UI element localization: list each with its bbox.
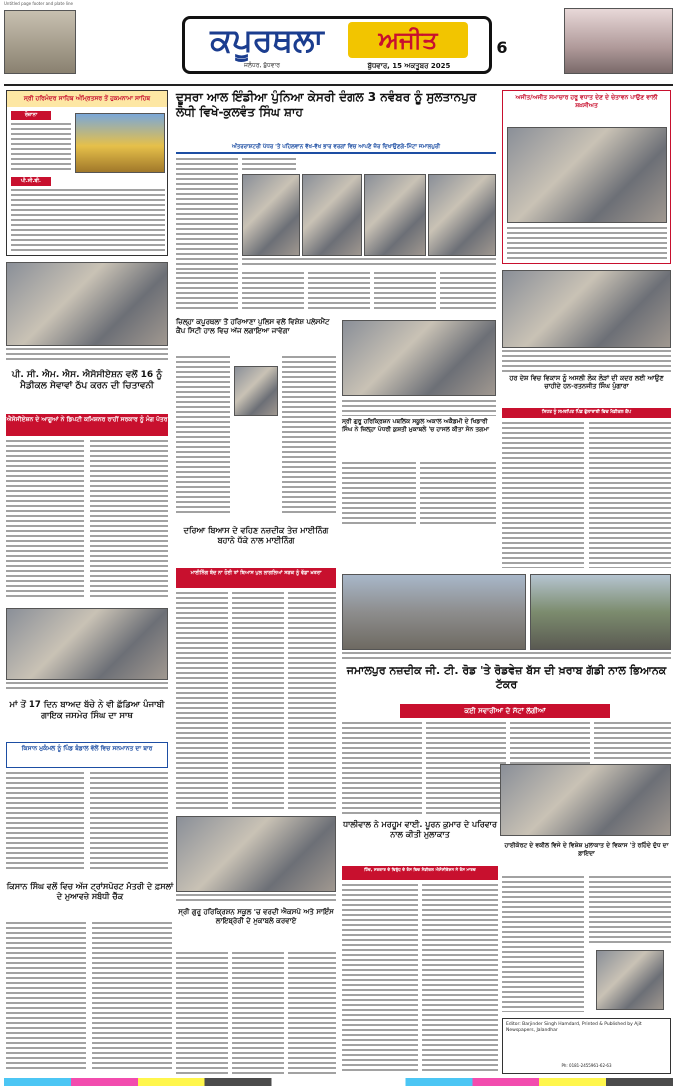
mining-headline: ਦਰਿਆ ਬਿਆਸ ਦੇ ਵਹਿਣ ਨਜ਼ਦੀਕ ਤੇਜ਼ ਮਾਈਨਿੰਗ ਬਹਾਨੇ ਧੱਕੇ ਨਾਲ ਮਾਈਨਿੰਗ xyxy=(183,526,329,545)
masthead-subline: ਜਲੰਧਰ, ਬੁੱਧਵਾਰ xyxy=(243,62,280,69)
masthead-left-title: ਕਪੂਰਥਲਾ xyxy=(210,21,324,59)
color-registration-bar xyxy=(4,1078,673,1086)
main-headline: ਦੂਸਰਾ ਆਲ ਇੰਡੀਆ ਪੁੰਨਿਆ ਕੇਸਰੀ ਦੰਗਲ 3 ਨਵੰਬਰ ਨੂੰ ਸੁਲਤਾਨਪੁਰ ਲੋਧੀ ਵਿਖੇ-ਕੁਲਵੰਤ ਸਿੰਘ ਸ਼ਾਹ xyxy=(176,90,477,119)
farmer-honour-box xyxy=(6,742,168,768)
farmer-honour-headline: ਕਿਸਾਨ ਮੁਕੰਮਲ ਨੂੰ ਪਿੰਡ ਬੰਡਾਲ ਵੱਲੋਂ ਵਿਚ ਸਨਮਾਨਤ ਦਾ ਬਾਰ xyxy=(21,745,153,752)
punjara-body-2 xyxy=(589,422,671,568)
masthead xyxy=(4,8,673,82)
advocate-headline: ਹਾਈਕੋਰਟ ਦੇ ਵਕੀਲ ਵਿਜੇ ਦੇ ਵਿਸ਼ੇਸ਼ ਮੁਲਾਕਾਤ ਦੇ ਵਿਕਾਸ 'ਤੇ ਰਹਿੰਦੇ ਦੁੱਧ ਦਾ ਫ਼ਾਇਦਾ xyxy=(504,842,669,857)
mining-body-2 xyxy=(232,592,284,810)
mining-subhead: ਮਾਈਨਿੰਗ ਬੰਦ ਨਾ ਹੋਈ ਤਾਂ ਬਿਆਸ ਪੁਲ ਲਾਗਲਿਆਂ ਸੜਕ ਨੂੰ ਵੱਡਾ ਖ਼ਤਰਾ xyxy=(176,568,336,588)
hukamnama-label-1: ਰੋਜ਼ਾਨਾ xyxy=(11,111,51,120)
masthead-rule xyxy=(4,84,673,86)
students-photo xyxy=(176,816,336,892)
main-body-6 xyxy=(374,272,436,312)
memorandum-caption xyxy=(6,348,168,360)
pcms-body-1 xyxy=(6,440,84,600)
main-body-5 xyxy=(308,272,370,312)
main-body-4 xyxy=(242,272,304,312)
punjara-subhead: ਸਿਹਤ ਨੂੰ ਸਮਰਪਿਤ ਪਿੰਡ ਭੁੱਲਾਰਾਈ ਵਿਚ ਮੈਡੀਕਲ ਕੈਂਪ xyxy=(502,408,671,418)
bus-body-1 xyxy=(342,722,422,816)
school-body-2 xyxy=(420,462,496,524)
hukamnama-label-2: ਪੀ.ਸੀ.ਬੀ. xyxy=(11,177,51,186)
right-top-box xyxy=(502,90,671,264)
transport-body-2 xyxy=(92,922,172,1072)
right-top-headline: ਅਜੀਤ/ਅਜੀਤ ਸਮਾਚਾਰ ਹਰੂ ਵਧਾਤ ਦੇਣ ਦੇ ਚੇਤਾਵਨ ਪਾਉਣ ਵਾਲੀ ਸ਼ਖ਼ਸੀਅਤ xyxy=(515,94,658,109)
funeral-photo xyxy=(6,608,168,680)
dhaliwal-subhead: ਹਿੰਦ, ਸਰਕਾਰ ਦੇ ਵਿਰੁੱਧ ਦੇ ਰੋਸ ਵਿਚ ਮੈਡੀਕਲ ਐਸੋਸੀਏਸ਼ਨ ਨੇ ਰੋਸ ਮਾਰਚ xyxy=(342,866,498,880)
mining-body-1 xyxy=(176,592,228,810)
print-strip: Untitled page footer and plate line xyxy=(4,1,74,6)
bus-body-4 xyxy=(594,722,671,762)
main-body-1 xyxy=(176,158,238,270)
punjara-body-1 xyxy=(502,422,584,568)
pcms-headline: ਪੀ. ਸੀ. ਐਮ. ਐਸ. ਐਸੋਸੀਏਸ਼ਨ ਵਲੋਂ 16 ਨੂੰ ਮੈਡੀਕਲ ਸੇਵਾਵਾਂ ਠੱਪ ਕਰਨ ਦੀ ਚਿਤਾਵਨੀ xyxy=(11,370,163,392)
imprint-box xyxy=(502,1018,671,1074)
heritage-building-illustration xyxy=(564,8,673,74)
main-portrait-3 xyxy=(364,174,426,256)
bus-body-2 xyxy=(426,722,506,816)
uniform-expo-headline: ਸ੍ਰੀ ਗੁਰੂ ਹਰਿਕ੍ਰਿਸ਼ਨ ਸਕੂਲ 'ਚ ਵਰਦੀ ਐਕਸਪੋ ਅਤੇ ਸਾਇੰਸ ਲਾਇਬ੍ਰੇਰੀ ਦੇ ਮੁਕਾਬਲੇ ਕਰਵਾਏ xyxy=(178,908,334,925)
farmer-body-2 xyxy=(90,772,168,872)
uniform-body-1 xyxy=(176,952,228,1074)
imprint-phone: Ph: 0181-2455961-62-63 xyxy=(561,1063,612,1068)
placement-body-2 xyxy=(282,356,336,516)
funeral-caption xyxy=(6,682,168,692)
placement-headline: ਜ਼ਿਲ੍ਹਾ ਕਪੂਰਥਲਾ ਤੋਂ ਹਰਿਆਣਾ ਪੁਲਿਸ ਵਲੋਂ ਵਿਸ਼ੇਸ਼ ਪਲੇਸਮੈਂਟ ਕੈਂਪ ਸਿਟੀ ਹਾਲ ਵਿਚ ਅੱਜ ਲਗਾਇਆ ਜਾਵੇਗਾ xyxy=(176,318,330,335)
placement-portrait xyxy=(234,366,278,416)
page-number: 6 xyxy=(496,38,508,57)
imprint-text: Editor: Barjinder Singh Hamdard, Printed & Published by Ajit Newspapers, Jalandhar xyxy=(506,1022,642,1033)
bus-crash-caption xyxy=(342,652,671,660)
mining-body-3 xyxy=(288,592,336,810)
farmer-body-1 xyxy=(6,772,84,872)
pcms-subhead: ਐਸੋਸੀਏਸ਼ਨ ਦੇ ਆਗੂਆਂ ਨੇ ਡਿਪਟੀ ਕਮਿਸ਼ਨਰ ਰਾਹੀਂ ਸਰਕਾਰ ਨੂੰ ਮੰਗ ਪੱਤਰ xyxy=(6,414,168,436)
main-body-2 xyxy=(242,158,296,172)
main-portrait-4 xyxy=(428,174,496,256)
advocate-body-1 xyxy=(502,876,584,1012)
transport-body-1 xyxy=(6,922,86,1072)
main-portrait-caption xyxy=(242,258,496,268)
advocate-body-2 xyxy=(589,876,671,946)
family-visit-photo xyxy=(500,764,671,836)
uniform-body-3 xyxy=(288,952,336,1074)
school-wrestling-headline: ਸ੍ਰੀ ਗੁਰੂ ਹਰਿਕ੍ਰਿਸ਼ਨ ਪਬਲਿਕ ਸਕੂਲ ਅਕਾਲ ਅਕੈਡਮੀ ਦੇ ਖਿਡਾਰੀ ਸਿੰਘ ਨੇ ਜ਼ਿਲ੍ਹਾ ਪੱਧਰੀ ਕੁਸ਼ਤੀ ਮੁਕਾਬਲੇ 'ਚ ਹਾਸਲ ਕੀਤਾ ਸੋਨ ਤਗਮਾ xyxy=(342,418,490,433)
pcms-body-2 xyxy=(90,440,168,600)
medical-camp-photo xyxy=(502,270,671,348)
medical-body-top xyxy=(502,350,671,372)
main-portrait-2 xyxy=(302,174,362,256)
golden-temple-photo xyxy=(75,113,165,173)
school-body-1 xyxy=(342,462,416,524)
masthead-right-title: ਅਜੀਤ xyxy=(348,22,468,58)
bus-crash-photo-2 xyxy=(530,574,671,650)
hukamnama-box xyxy=(6,90,168,256)
masthead-date: ਬੁੱਧਵਾਰ, 15 ਅਕਤੂਬਰ 2025 xyxy=(367,62,451,70)
hukamnama-text-2 xyxy=(11,189,165,251)
bus-crash-headline: ਜਮਾਲਪੁਰ ਨਜ਼ਦੀਕ ਜੀ. ਟੀ. ਰੋਡ 'ਤੇ ਰੋਡਵੇਜ਼ ਬੱਸ ਦੀ ਖ਼ਰਾਬ ਗੱਡੀ ਨਾਲ ਭਿਆਨਕ ਟੱਕਰ xyxy=(346,664,667,691)
main-subhead: ਅੰਤਰਰਾਸ਼ਟਰੀ ਪੱਧਰ 'ਤੇ ਪਹਿਲਵਾਨ ਵੱਖ-ਵੱਖ ਭਾਰ ਵਰਗਾਂ ਵਿਚ ਆਪਣੇ ਜ਼ੋਰ ਦਿਖਾਉਣਗੇ-ਮਿੰਟਾ ਜਮਾਲਪੁਰੀ xyxy=(176,140,496,154)
transport-headline: ਕਿਸਾਨ ਸਿੰਘ ਵਲੋਂ ਵਿਚ ਅੱਜ ਟ੍ਰਾਂਸਪੋਰਟ ਮੰਤਰੀ ਦੇ ਫ਼ਸਲਾਂ ਦੇ ਮੁਆਵਜ਼ੇ ਸਬੰਧੀ ਚੈੱਕ xyxy=(6,882,174,901)
right-top-photo xyxy=(507,127,667,223)
main-body-3 xyxy=(176,272,238,312)
main-body-7 xyxy=(440,272,496,312)
school-group-caption xyxy=(342,400,496,416)
singer-headline: ਮਾਂ ਤੋਂ 17 ਦਿਨ ਬਾਅਦ ਬੱਚੇ ਨੇ ਵੀ ਛੱਡਿਆ ਪੰਜਾਬੀ ਗਾਇਕ ਜਸਮੇਰ ਸਿੰਘ ਦਾ ਸਾਥ xyxy=(9,700,165,721)
memorandum-photo xyxy=(6,262,168,346)
bus-crash-subhead: ਕਈ ਸਵਾਰੀਆਂ ਦੇ ਸੱਟਾਂ ਲੱਗੀਆਂ xyxy=(400,704,610,718)
placement-body-1 xyxy=(176,356,230,516)
temple-illustration xyxy=(4,10,76,74)
bus-crash-photo-1 xyxy=(342,574,526,650)
uniform-body-2 xyxy=(232,952,284,1074)
dhaliwal-body-2 xyxy=(422,884,498,1074)
dhaliwal-body-1 xyxy=(342,884,418,1074)
advocate-portrait xyxy=(596,950,664,1010)
right-top-caption xyxy=(507,227,667,259)
hukamnama-text xyxy=(11,123,71,173)
hukamnama-title: ਸ੍ਰੀ ਹਰਿਮੰਦਰ ਸਾਹਿਬ ਅੰਮ੍ਰਿਤਸਰ ਤੋਂ ਹੁਕਮਨਾਮਾ ਸਾਹਿਬ xyxy=(7,91,167,107)
punjara-headline: ਹਰ ਦੇਸ਼ ਵਿਚ ਵਿਕਾਸ ਨੂੰ ਅਸਲੀ ਲੋਕ ਲੋੜਾਂ ਦੀ ਕਦਰ ਲਈ ਆਉਣ ਚਾਹੀਦੇ ਹਨ-ਰਤਨਜੀਤ ਸਿੰਘ ਪੁੰਗਾਰਾ xyxy=(509,374,664,391)
school-group-photo xyxy=(342,320,496,396)
dhaliwal-headline: ਧਾਲੀਵਾਲ ਨੇ ਮਰਹੂਮ ਵਾਈ. ਪੂਰਨ ਕੁਮਾਰ ਦੇ ਪਰਿਵਾਰ ਨਾਲ ਕੀਤੀ ਮੁਲਾਕਾਤ xyxy=(343,820,497,839)
students-caption xyxy=(176,894,336,904)
main-portrait-1 xyxy=(242,174,300,256)
